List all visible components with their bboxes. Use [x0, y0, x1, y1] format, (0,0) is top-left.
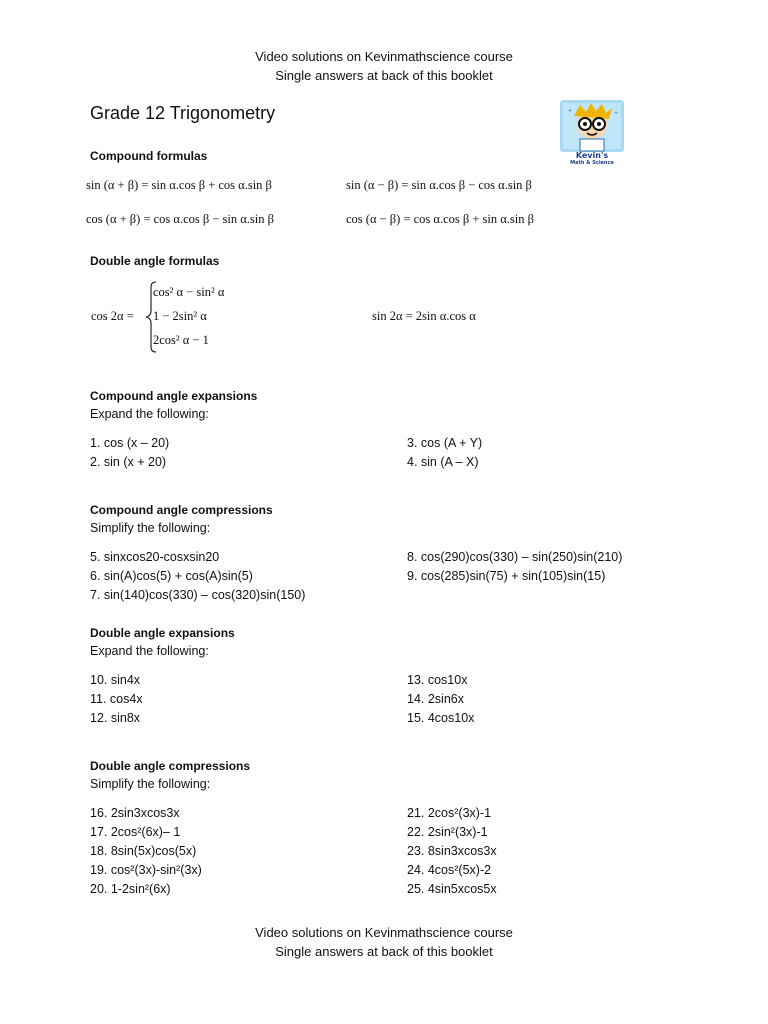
list-item: 4. sin (A – X) [407, 455, 479, 469]
list-item: 12. sin8x [90, 711, 141, 725]
double-expansions-left [90, 671, 143, 728]
cos-double-lhs: cos 2α = [91, 309, 134, 323]
list-item: 2. sin (x + 20) [90, 455, 167, 469]
list-item: 10. sin4x [90, 673, 141, 687]
logo-name: Kevin's [575, 151, 609, 160]
list-item: 20. 1-2sin²(6x) [90, 882, 171, 896]
footer-line-2: Single answers at back of this booklet [275, 944, 493, 959]
footer-note [0, 923, 768, 961]
list-item: 21. 2cos²(3x)-1 [407, 806, 492, 820]
compound-compressions-instruction: Simplify the following: [90, 521, 211, 535]
double-expansions-instruction: Expand the following: [90, 644, 209, 658]
svg-text:÷: ÷ [614, 110, 619, 116]
compound-compressions-left [90, 548, 305, 605]
cos-double-case-3: 2cos² α − 1 [153, 333, 209, 347]
list-item: 3. cos (A + Y) [407, 436, 483, 450]
cos-double-case-1: cos² α − sin² α [153, 285, 225, 299]
list-item: 7. sin(140)cos(330) – cos(320)sin(150) [90, 588, 306, 602]
list-item: 16. 2sin3xcos3x [90, 806, 180, 820]
compound-compressions-right [407, 548, 622, 586]
page-title: Grade 12 Trigonometry [90, 103, 276, 123]
list-item: 17. 2cos²(6x)– 1 [90, 825, 181, 839]
header-line-2: Single answers at back of this booklet [275, 68, 493, 83]
compound-expansions-instruction: Expand the following: [90, 407, 209, 421]
logo-tagline: Math & Science [570, 160, 614, 166]
list-item: 24. 4cos²(5x)-2 [407, 863, 492, 877]
list-item: 14. 2sin6x [407, 692, 464, 706]
list-item: 25. 4sin5xcos5x [407, 882, 497, 896]
double-expansions-heading: Double angle expansions [90, 626, 235, 640]
header-line-1: Video solutions on Kevinmathscience course [255, 49, 513, 64]
compound-expansions-left [90, 434, 169, 472]
list-item: 11. cos4x [90, 692, 143, 706]
compound-expansions-heading: Compound angle expansions [90, 389, 258, 403]
double-angle-formulas-heading: Double angle formulas [90, 254, 220, 268]
svg-text:+: + [568, 108, 573, 114]
compound-formulas-heading: Compound formulas [90, 149, 208, 163]
list-item: 13. cos10x [407, 673, 468, 687]
header-note [0, 47, 768, 85]
double-compressions-right [407, 804, 497, 899]
formula-cos-diff: cos (α − β) = cos α.cos β + sin α.sin β [346, 212, 534, 226]
footer-line-1: Video solutions on Kevinmathscience course [255, 925, 513, 940]
list-item: 19. cos²(3x)-sin²(3x) [90, 863, 202, 877]
compound-expansions-right [407, 434, 482, 472]
list-item: 5. sinxcos20-cosxsin20 [90, 550, 220, 564]
double-compressions-instruction: Simplify the following: [90, 777, 211, 791]
double-compressions-heading: Double angle compressions [90, 759, 251, 773]
list-item: 6. sin(A)cos(5) + cos(A)sin(5) [90, 569, 253, 583]
list-item: 1. cos (x – 20) [90, 436, 170, 450]
list-item: 9. cos(285)sin(75) + sin(105)sin(15) [407, 569, 606, 583]
cos-double-case-2: 1 − 2sin² α [153, 309, 207, 323]
sin-double-formula: sin 2α = 2sin α.cos α [372, 309, 476, 323]
formula-sin-sum: sin (α + β) = sin α.cos β + cos α.sin β [86, 178, 272, 192]
list-item: 8. cos(290)cos(330) – sin(250)sin(210) [407, 550, 623, 564]
list-item: 18. 8sin(5x)cos(5x) [90, 844, 197, 858]
compound-compressions-heading: Compound angle compressions [90, 503, 273, 517]
double-compressions-left [90, 804, 202, 899]
list-item: 23. 8sin3xcos3x [407, 844, 497, 858]
kevins-logo [560, 100, 624, 166]
formula-cos-sum: cos (α + β) = cos α.cos β − sin α.sin β [86, 212, 274, 226]
formula-sin-diff: sin (α − β) = sin α.cos β − cos α.sin β [346, 178, 532, 192]
list-item: 22. 2sin²(3x)-1 [407, 825, 488, 839]
list-item: 15. 4cos10x [407, 711, 475, 725]
double-expansions-right [407, 671, 474, 728]
